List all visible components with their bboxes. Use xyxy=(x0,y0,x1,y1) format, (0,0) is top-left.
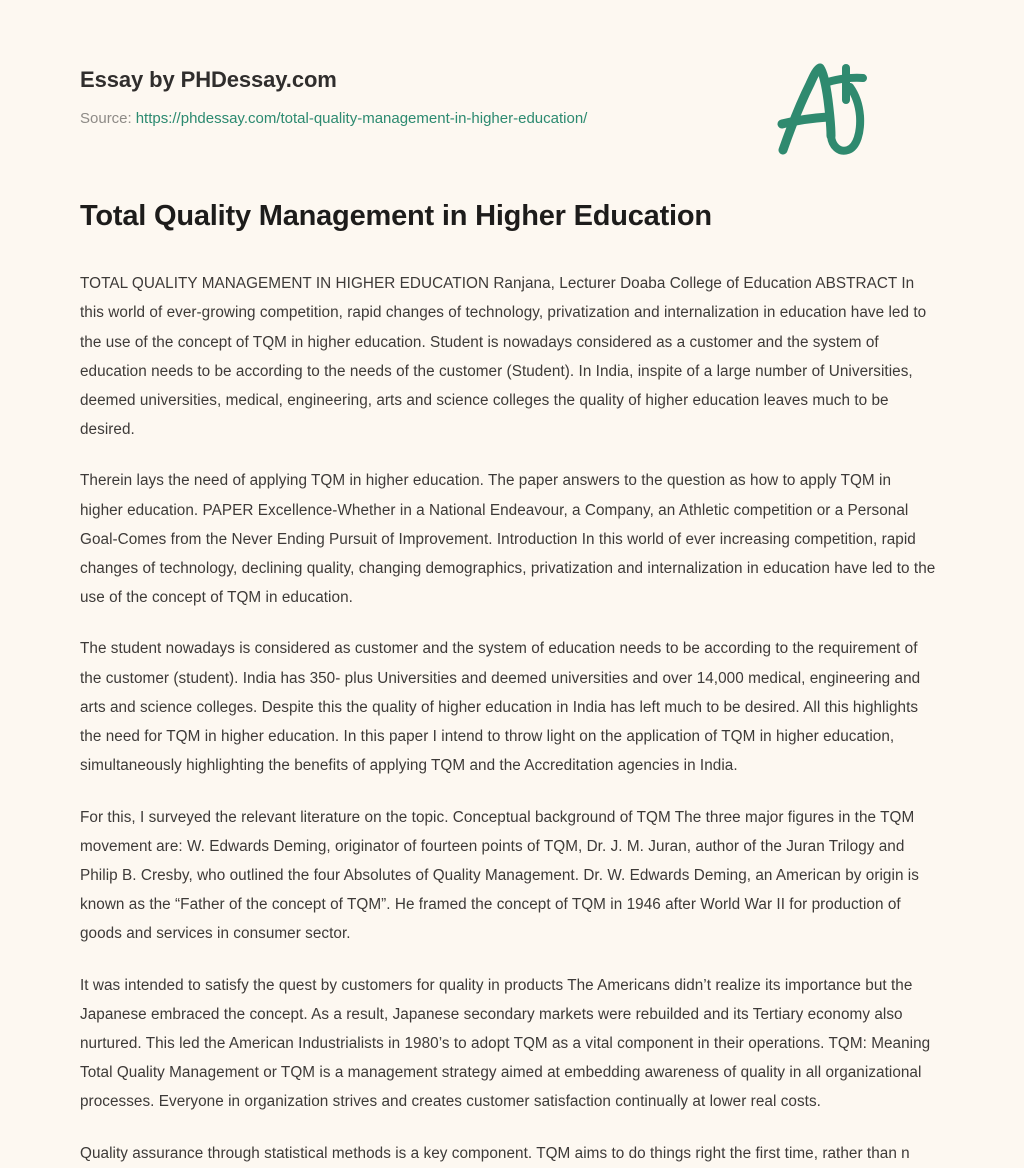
brand-title: Essay by PHDessay.com xyxy=(80,67,337,92)
a-plus-logo-icon xyxy=(760,52,870,160)
paragraph: It was intended to satisfy the quest by customers for quality in products The Americans didn’t realize its importance but the Japanese embraced the concept. As a result, Japanese secondary markets were rebuilded and its Tertiary economy also nurtured. This led the American Industrialists in 1980’s to adopt TQM as a vital component in their operations. TQM: Meaning Total Quality Management or TQM is a management strategy aimed at embedding awareness of quality in all organizational processes. Everyone in organization strives and creates customer satisfaction continually at lower real costs. xyxy=(80,976,931,1111)
paragraph: Therein lays the need of applying TQM in higher education. The paper answers to the question as how to apply TQM in higher education. PAPER Excellence-Whether in a National Endeavour, a Company, an Athletic competition or a Personal Goal-Comes from the Never Ending Pursuit of Improvement. Introduction In this world of ever increasing competition, rapid changes of technology, declining quality, changing demographics, privatization and internalization in education have led to the use of the concept of TQM in education. xyxy=(80,472,936,607)
page-header xyxy=(80,0,944,128)
paragraph: Quality assurance through statistical methods is a key component. TQM aims to do things right the first time, rather than n xyxy=(80,1144,910,1162)
paragraph: TOTAL QUALITY MANAGEMENT IN HIGHER EDUCATION Ranjana, Lecturer Doaba College of Education ABSTRACT In this world of ever-growing competition, rapid changes of technology, privatization and internalization in education have led to the use of the concept of TQM in higher education. Student is nowadays considered as a customer and the system of education needs to be according to the needs of the customer (Student). In India, inspite of a large number of Universities, deemed universities, medical, engineering, arts and science colleges the quality of higher education leaves much to be desired. xyxy=(80,275,927,439)
article-body xyxy=(80,234,936,1167)
paragraph: The student nowadays is considered as customer and the system of education needs to be according to the requirement of the customer (student). India has 350- plus Universities and deemed universities and over 14,000 medical, engineering and arts and science colleges. Despite this the quality of higher education in India has left much to be desired. All this highlights the need for TQM in higher education. In this paper I intend to throw light on the application of TQM in higher education, simultaneously highlighting the benefits of applying TQM and the Accreditation agencies in India. xyxy=(80,640,921,775)
paragraph: For this, I surveyed the relevant literature on the topic. Conceptual background of TQM The three major figures in the TQM movement are: W. Edwards Deming, originator of fourteen points of TQM, Dr. J. M. Juran, author of the Juran Trilogy and Philip B. Cresby, who outlined the four Absolutes of Quality Management. Dr. W. Edwards Deming, an American by origin is known as the “Father of the concept of TQM”. He framed the concept of TQM in 1946 after World War II for production of goods and services in consumer sector. xyxy=(80,808,919,943)
source-label: Source: xyxy=(80,110,132,128)
source-url-link[interactable]: https://phdessay.com/total-quality-management-in-higher-education/ xyxy=(135,110,588,128)
page-title: Total Quality Management in Higher Education xyxy=(80,200,712,232)
